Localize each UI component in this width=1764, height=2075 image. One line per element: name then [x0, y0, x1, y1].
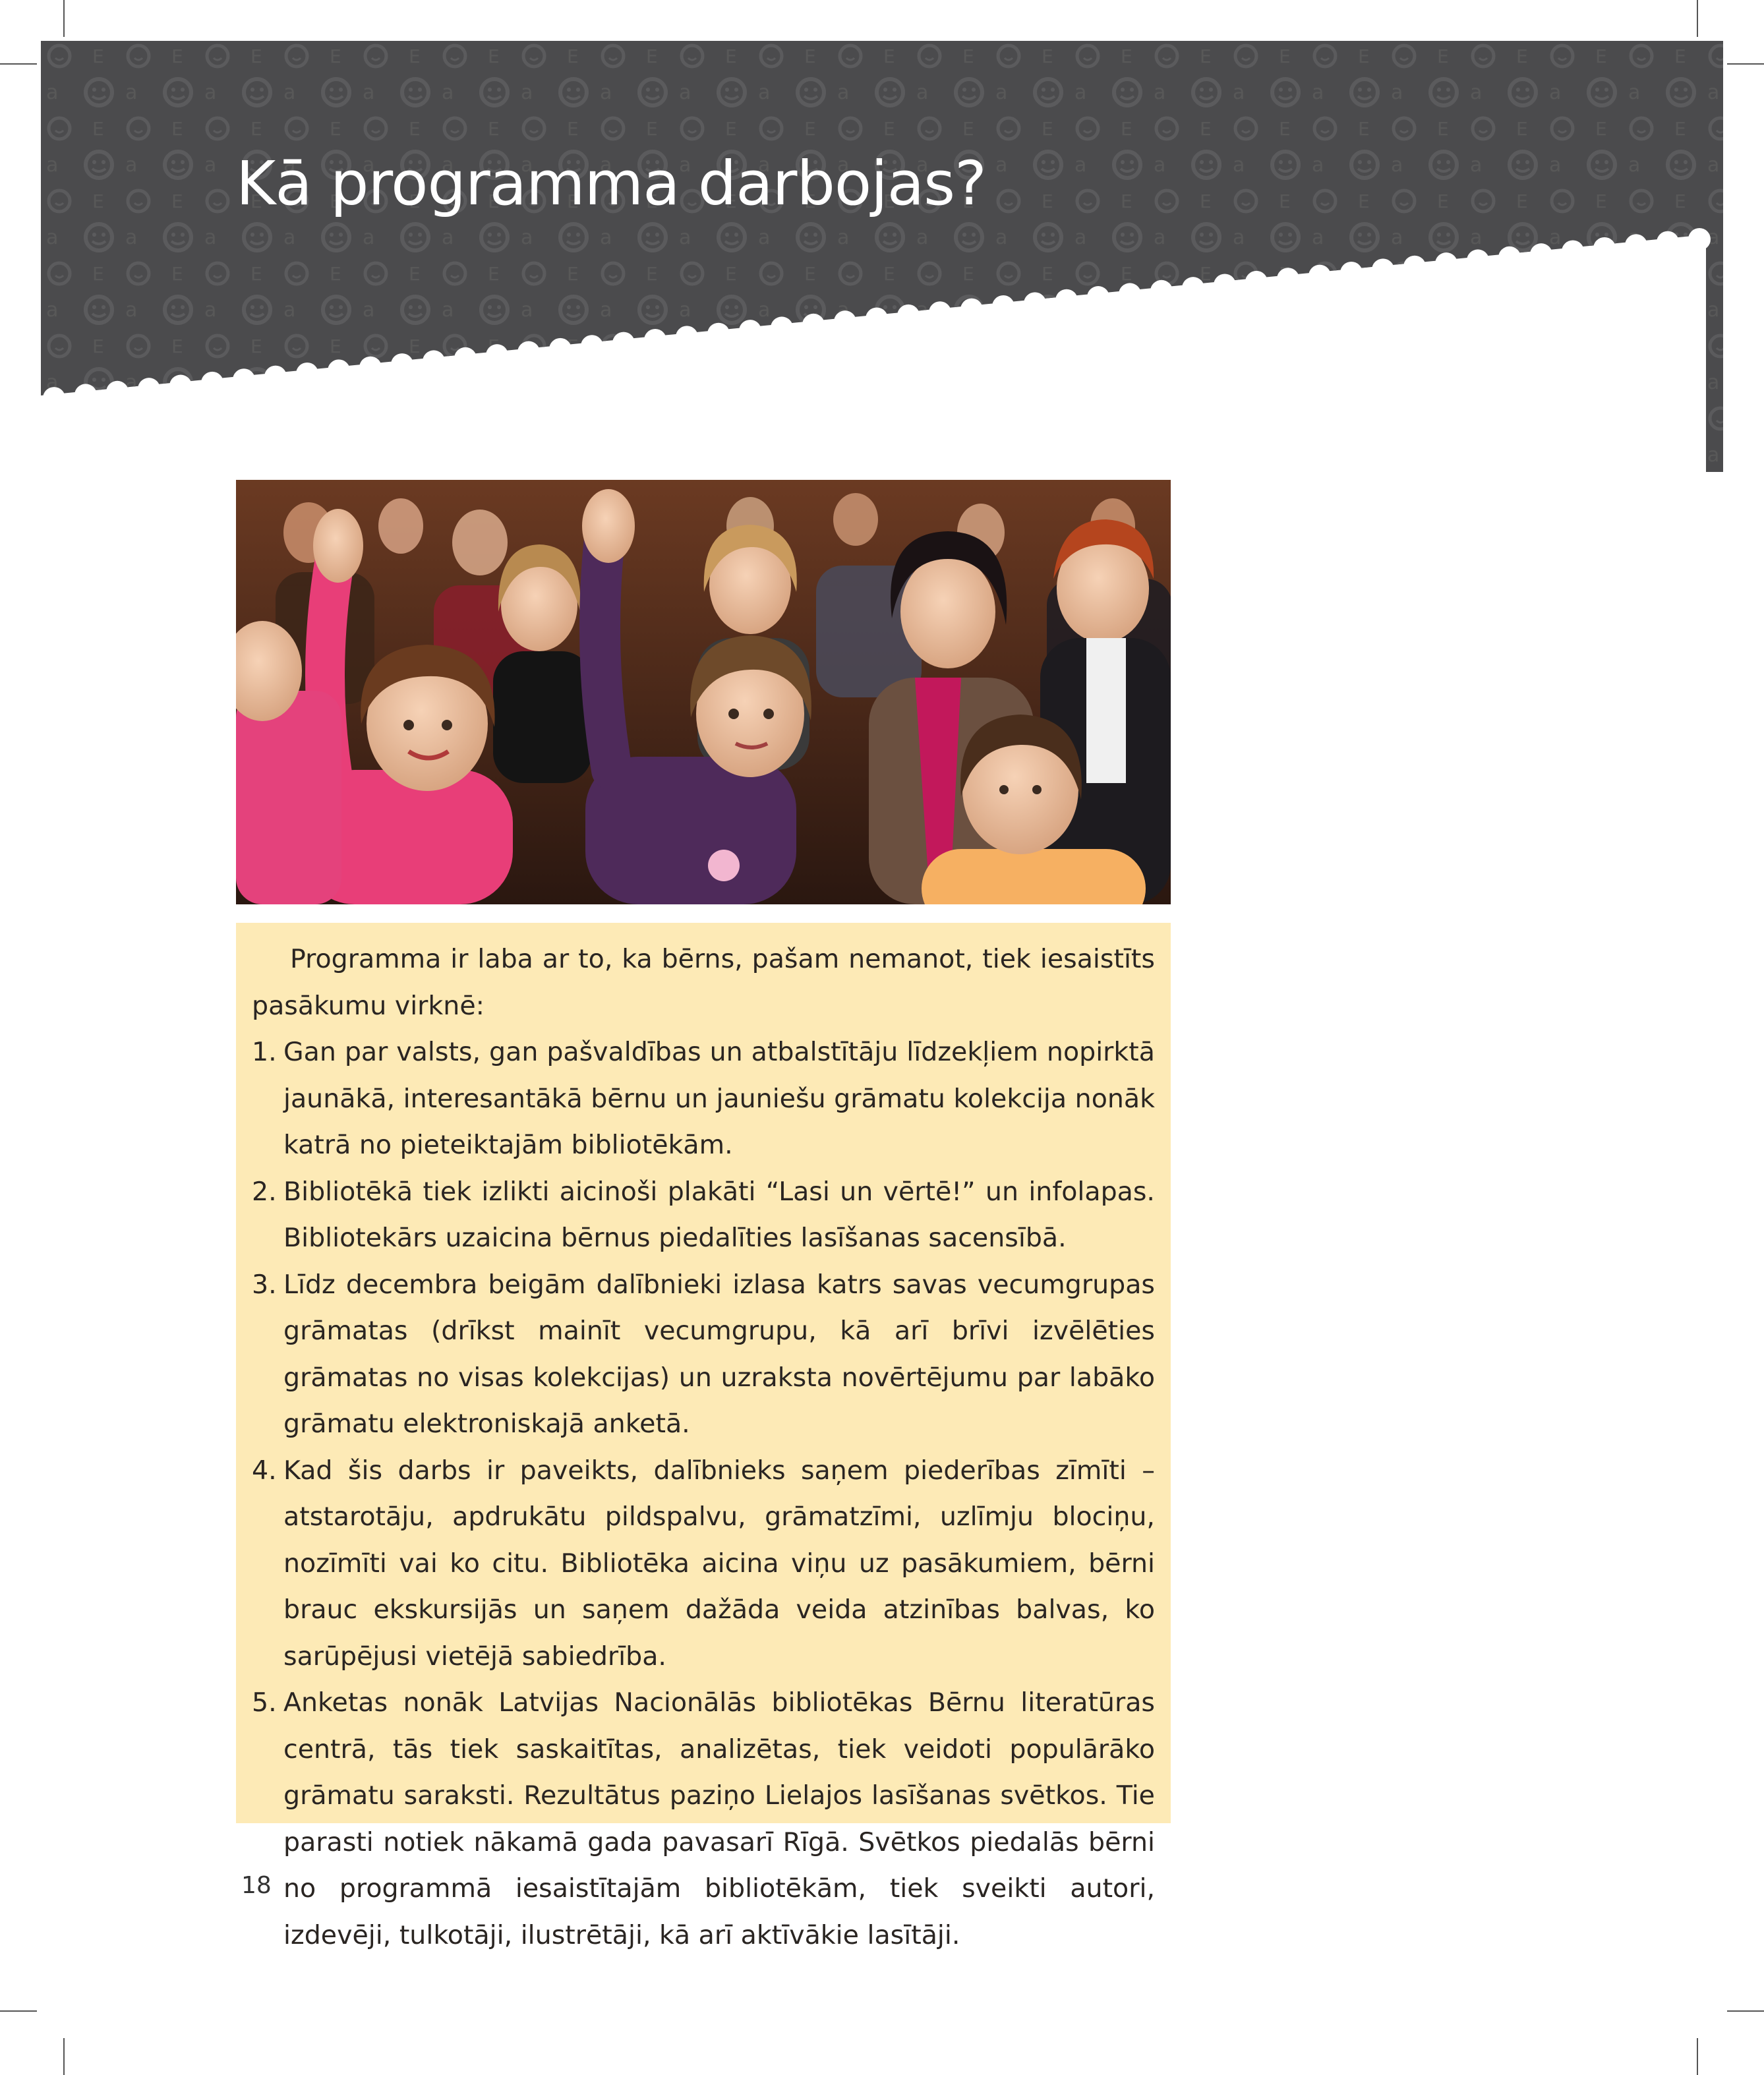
list-text: Anketas nonāk Latvijas Nacionālās bibliotēkas Bērnu literatūras centrā, tās tiek saskaitītas, analizētas, tiek veidoti populārāko grāmatu saraksti. Rezultātus paziņo Lielajos lasīšanas svētkos. Tie parasti notiek nākamā gada pavasarī Rīgā. Svētkos piedalās bērni no programmā iesaistītajām bibliotēkām, tiek sveikti autori, izdevēji, tulkotāji, ilustrētāji, kā arī aktīvākie lasītāji.: [283, 1687, 1155, 1950]
list-item: [252, 1447, 1155, 1680]
scallop-dot: [1024, 292, 1046, 314]
scallop-dot: [1688, 228, 1711, 250]
scallop-dot: [169, 375, 192, 397]
scallop-dot: [1150, 280, 1173, 303]
page-title: Kā programma darbojas?: [236, 148, 986, 219]
scallop-dot: [644, 329, 666, 351]
list-item: [252, 1029, 1155, 1169]
scallop-dot: [1245, 271, 1268, 293]
scallop-dot: [1340, 262, 1363, 284]
scallop-dot: [960, 299, 983, 321]
scallop-dot: [1498, 247, 1521, 269]
list-item: [252, 1169, 1155, 1262]
list-number: 3.: [252, 1269, 277, 1300]
scallop-dot: [1562, 241, 1584, 263]
scallop-dot: [1403, 256, 1426, 278]
scallop-dot: [1214, 274, 1236, 297]
scallop-dot: [802, 314, 825, 336]
scallop-dot: [992, 295, 1014, 318]
list-number: 5.: [252, 1687, 277, 1718]
page-number: 18: [241, 1872, 272, 1899]
scallop-dot: [1372, 258, 1394, 281]
scallop-dot: [1625, 234, 1647, 256]
scallop-dot: [106, 381, 129, 403]
list-text: Bibliotēkā tiek izlikti aicinoši plakāti “Lasi un vērtē!” un infolapas. Bibliotekārs uzaicina bērnus piedalīties lasīšanas sacensībā.: [283, 1176, 1155, 1253]
scallop-dot: [897, 305, 920, 327]
scallop-dot: [486, 344, 508, 366]
scallop-dot: [1657, 231, 1679, 254]
scallop-dot: [676, 326, 698, 348]
crop-mark: [0, 2010, 37, 2012]
crop-mark: [1697, 2038, 1698, 2075]
scallop-dot: [517, 341, 540, 364]
scallop-dot: [296, 363, 318, 385]
scallop-dot: [1308, 265, 1331, 287]
steps-list: [252, 1029, 1155, 1958]
scallop-dot: [771, 316, 793, 339]
scallop-dot: [834, 310, 856, 333]
scallop-dot: [707, 323, 730, 345]
list-number: 2.: [252, 1176, 277, 1207]
scallop-dot: [328, 359, 350, 382]
scallop-dot: [264, 366, 287, 388]
scallop-dot: [1277, 268, 1299, 290]
photo-illustration: [236, 480, 1171, 904]
scallop-dot: [1467, 249, 1489, 272]
scallop-dot: [1530, 243, 1552, 266]
list-number: 4.: [252, 1455, 277, 1486]
list-text: Līdz decembra beigām dalībnieki izlasa katrs savas vecumgrupas grāmatas (drīkst mainīt vecumgrupu, kā arī brīvi izvēlēties grāmatas no visas kolekcijas) un uzraksta novērtējumu par labāko grāmatu elektroniskajā anketā.: [283, 1269, 1155, 1439]
children-photo: [236, 480, 1171, 904]
scallop-dot: [1119, 283, 1141, 305]
list-number: 1.: [252, 1037, 277, 1067]
intro-paragraph: Programma ir laba ar to, ka bērns, pašam nemanot, tiek iesaistīts pasākumu virknē:: [252, 944, 1155, 1021]
scallop-dot: [391, 353, 413, 376]
scallop-dot: [1593, 237, 1616, 260]
scallop-dot: [359, 357, 382, 379]
list-text: Kad šis darbs ir paveikts, dalībnieks saņem piederības zīmīti – atstarotāju, apdrukātu pildspalvu, grāmatzīmi, uzlīmju blociņu, nozīmīti vai ko citu. Bibliotēka aicina viņu uz pasākumiem, bērni brauc ekskursijās un saņem dažāda veida atzinības balvas, ko sarūpējusi vietējā sabiedrība.: [283, 1455, 1155, 1672]
scallop-dot: [1435, 252, 1457, 275]
scallop-dot: [612, 332, 635, 355]
scallop-dot: [739, 320, 761, 342]
crop-mark: [1727, 2010, 1764, 2012]
crop-mark: [63, 2038, 65, 2075]
scallop-dot: [549, 338, 572, 361]
header-banner: [0, 0, 1764, 488]
scallop-dot: [454, 347, 477, 370]
scallop-dot: [74, 384, 97, 406]
list-item: [252, 1680, 1155, 1958]
scallop-dot: [423, 350, 445, 372]
scallop-dot: [233, 368, 255, 391]
scallop-dot: [138, 378, 160, 400]
scallop-dot: [581, 335, 603, 357]
scallop-dot: [1087, 286, 1109, 308]
scallop-dot: [43, 387, 65, 409]
scallop-dot: [201, 372, 223, 394]
scallop-dot: [929, 301, 951, 324]
scallop-dot: [1182, 277, 1204, 299]
list-item: [252, 1262, 1155, 1447]
scallop-dot: [866, 308, 888, 330]
scallop-dot: [1055, 289, 1078, 312]
list-text: Gan par valsts, gan pašvaldības un atbalstītāju līdzekļiem nopirktā jaunākā, interesantākā bērnu un jauniešu grāmatu kolekcija nonāk katrā no pieteiktajām bibliotēkām.: [283, 1037, 1155, 1160]
